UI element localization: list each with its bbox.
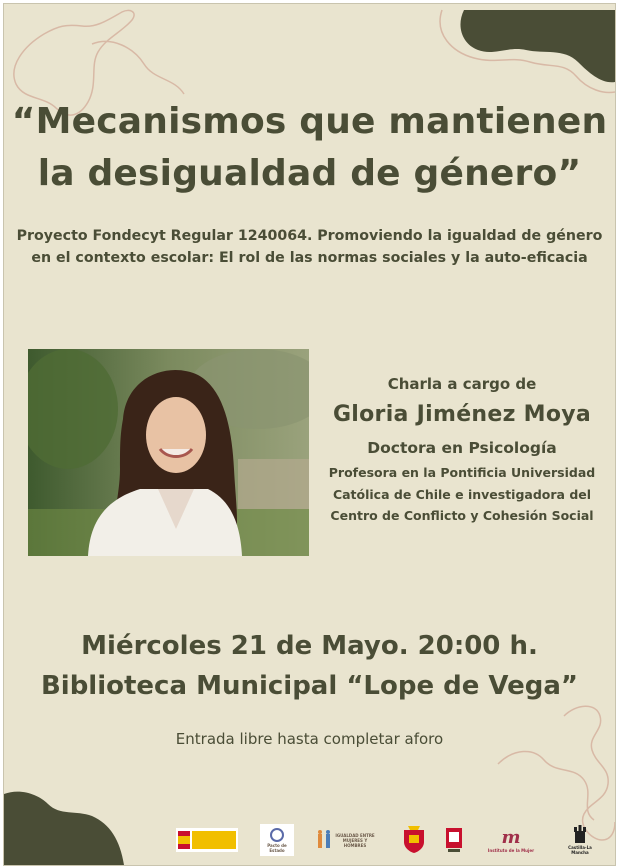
speaker-name: Gloria Jiménez Moya: [332, 402, 592, 427]
sponsor-logos: [164, 822, 604, 860]
speaker-role: [322, 462, 602, 527]
castle-icon: [573, 825, 587, 845]
castilla-la-mancha-logo: [560, 822, 600, 858]
pacto-estado-logo: [260, 824, 294, 856]
entrance-note: Entrada libre hasta completar aforo: [175, 730, 444, 748]
speaker-intro: Charla a cargo de: [387, 375, 537, 393]
bottom-right-outline-2: [498, 751, 594, 820]
title-line-1: “Mecanismos que mantienen: [11, 101, 608, 142]
instituto-label: Instituto de la Mujer: [487, 847, 535, 853]
top-left-outline-2: [92, 41, 184, 94]
speaker-degree: Doctora en Psicología: [367, 439, 557, 457]
subtitle-line-1: Proyecto Fondecyt Regular 1240064. Promoviendo la igualdad de género: [16, 228, 603, 244]
bottom-left-blob: [4, 792, 124, 865]
instituto-m-icon: m: [501, 826, 521, 848]
coat-of-arms-logo: [402, 826, 426, 854]
instituto-mujer-logo: [486, 822, 536, 858]
subtitle-line-2: en el contexto escolar: El rol de las normas sociales y la auto-eficacia: [31, 250, 588, 266]
castilla-label: Castilla-La Mancha: [568, 845, 592, 855]
top-right-blob: [460, 10, 615, 82]
event-venue: Biblioteca Municipal “Lope de Vega”: [40, 671, 579, 701]
speaker-role-line-1: Profesora en la Pontificia Universidad: [328, 465, 596, 480]
igualdad-figures-icon: [316, 830, 334, 850]
igualdad-logo: [314, 828, 378, 852]
event-poster: [3, 3, 616, 866]
speaker-role-line-2: Católica de Chile e investigadora del: [332, 486, 592, 502]
pacto-label: Pacto de Estado: [267, 843, 287, 853]
speaker-role-line-3: Centro de Conflicto y Cohesión Social: [330, 508, 594, 523]
poster-title: [4, 96, 615, 200]
title-line-2: la desigualdad de género”: [37, 153, 582, 194]
bottom-right-outline: [564, 706, 615, 840]
event-date-time: Miércoles 21 de Mayo. 20:00 h.: [81, 631, 538, 661]
government-logo: [176, 828, 238, 852]
speaker-photo: [28, 349, 309, 556]
municipal-flag-logo: [446, 828, 462, 854]
event-details: [4, 626, 615, 706]
igualdad-label: IGUALDAD ENTRE MUJERES Y HOMBRES: [335, 832, 375, 848]
project-subtitle: [4, 225, 615, 269]
pacto-circle-icon: [269, 827, 285, 843]
